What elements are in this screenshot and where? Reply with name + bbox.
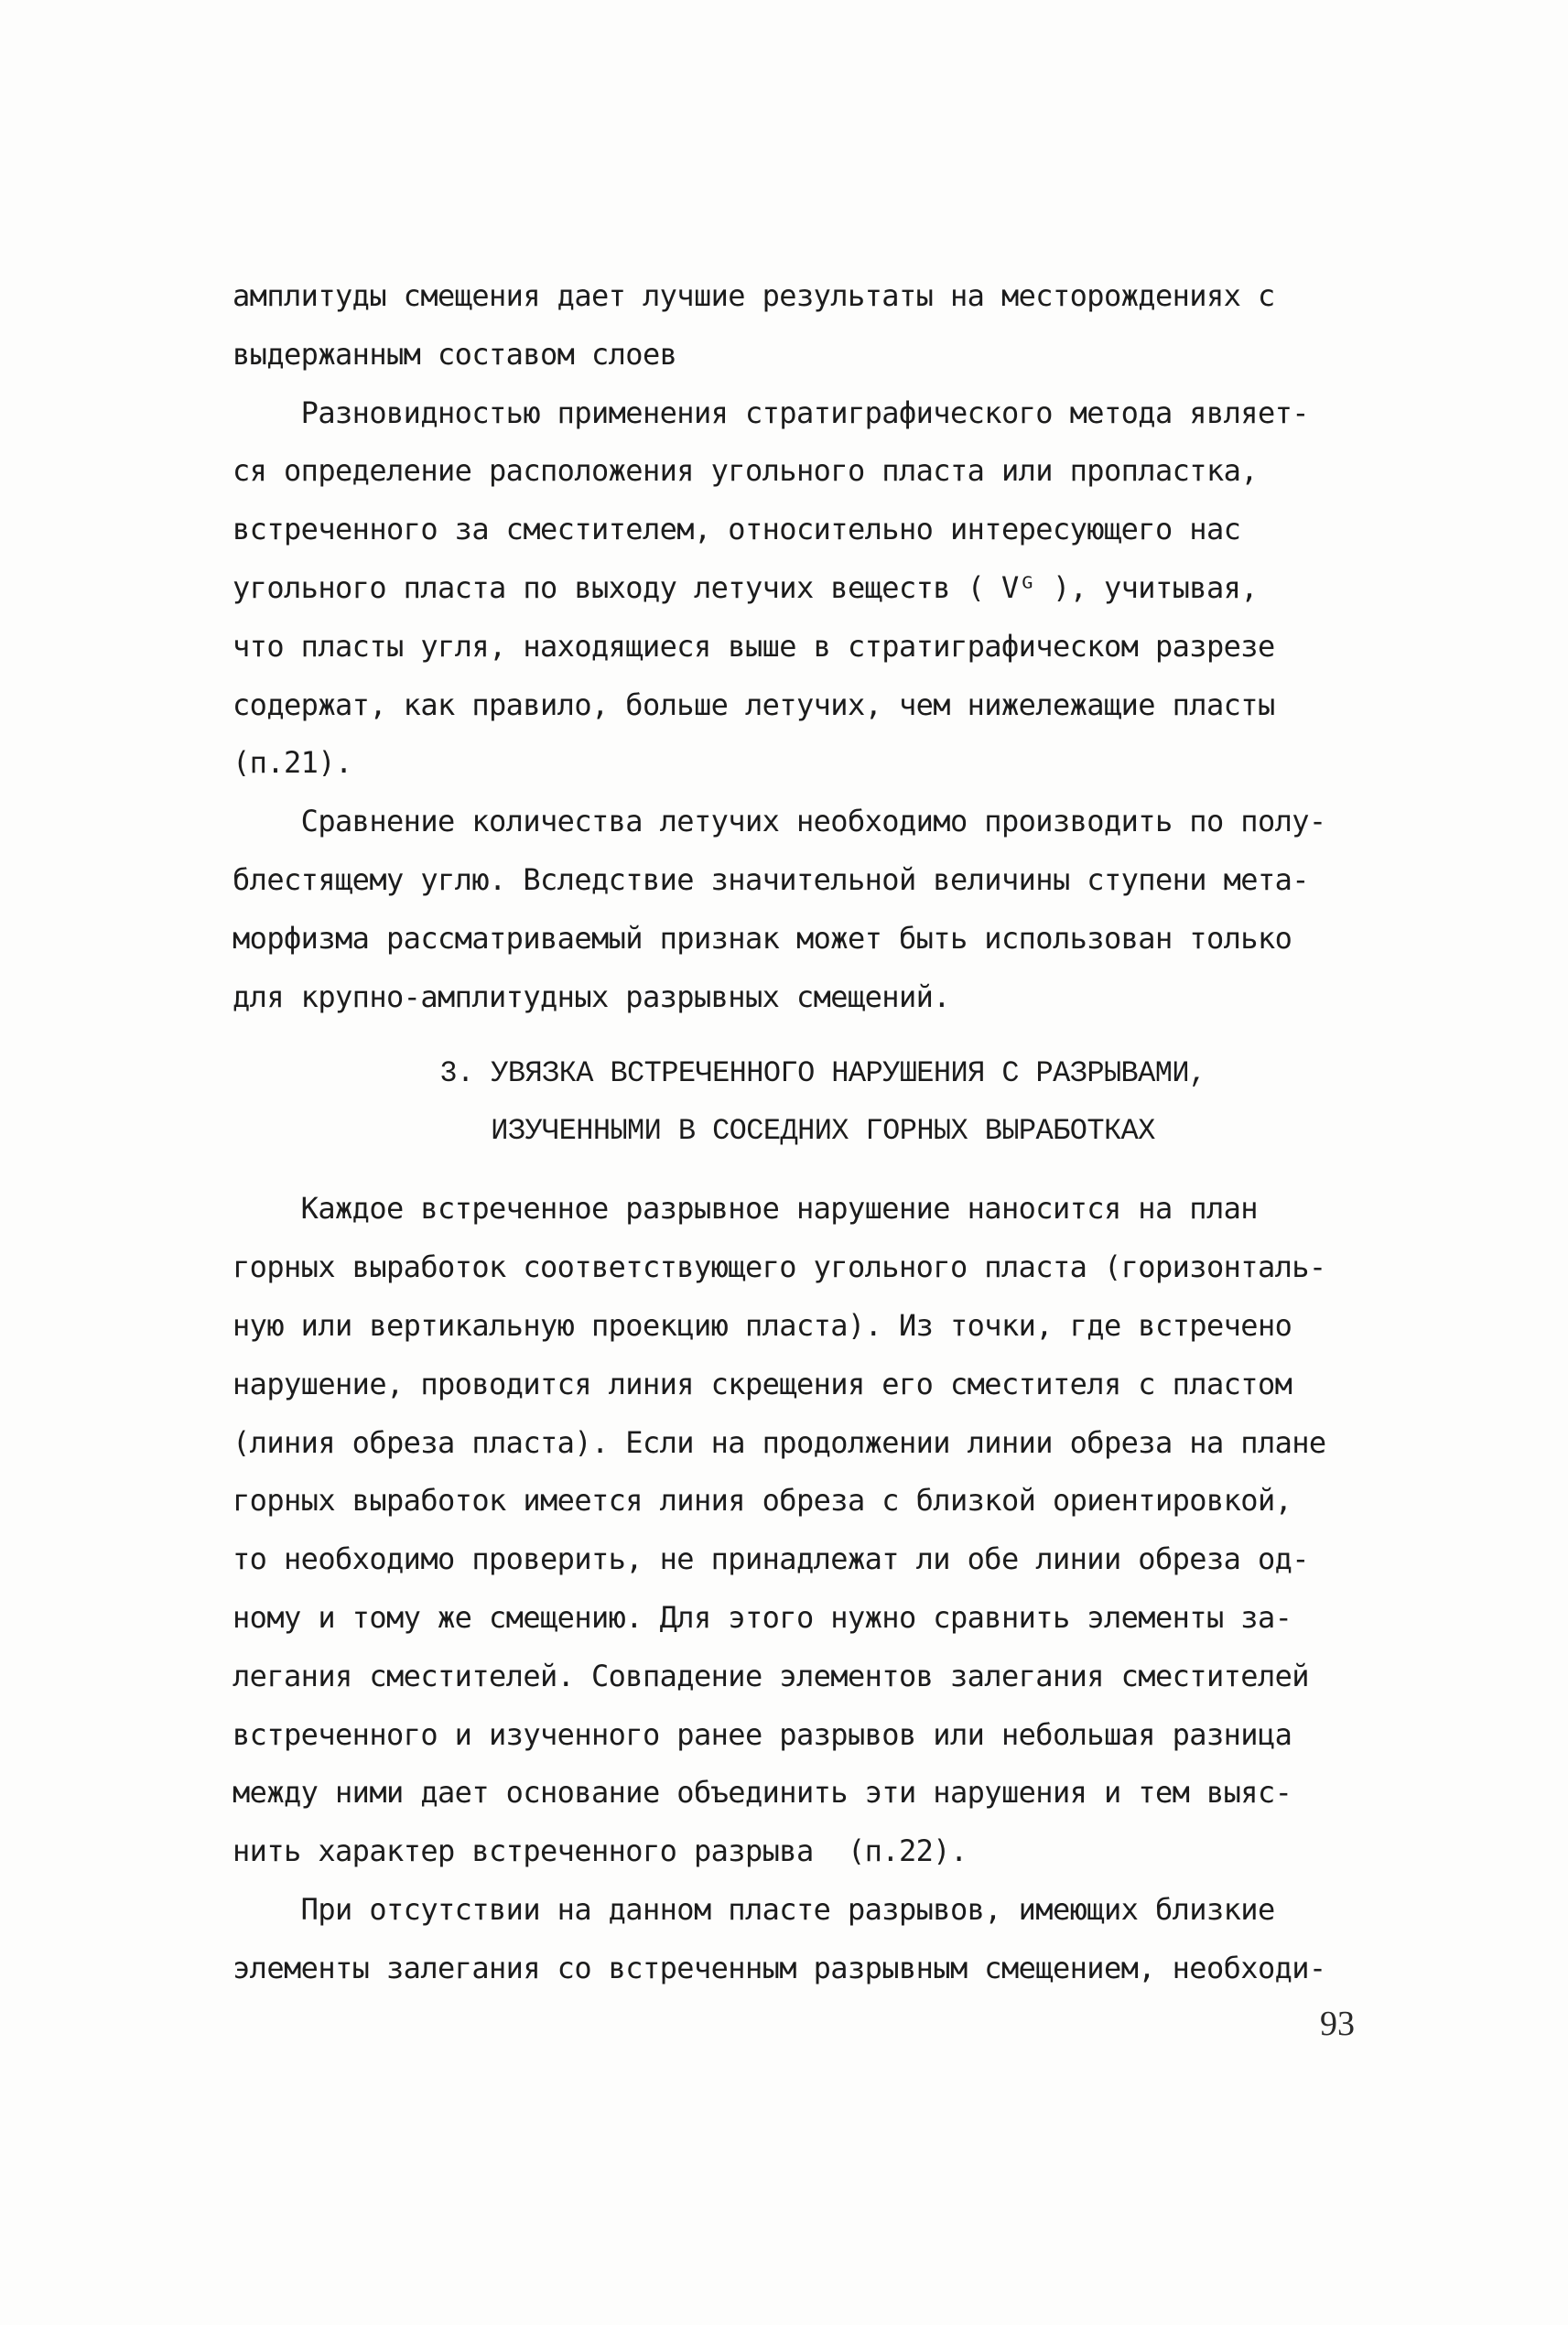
- text-line: нить характер встреченного разрыва (п.22).: [232, 1833, 968, 1869]
- text-line: легания сместителей. Совпадение элементов залегания сместителей: [232, 1658, 1309, 1693]
- heading-line: ИЗУЧЕННЫМИ В СОСЕДНИХ ГОРНЫХ ВЫРАБОТКАХ: [491, 1114, 1155, 1149]
- text-line: встреченного и изученного ранее разрывов или небольшая разница: [232, 1716, 1292, 1752]
- paragraph-continuation: [232, 267, 1413, 384]
- text-line: содержат, как правило, больше летучих, чем нижележащие пласты: [232, 687, 1275, 722]
- text-line: для крупно-амплитудных разрывных смещений.: [232, 979, 950, 1014]
- paragraph-volatile-comparison: [232, 793, 1413, 1026]
- text-line: между ними дает основание объединить эти нарушения и тем выяс-: [232, 1775, 1292, 1811]
- text-line: Разновидностью применения стратиграфического метода являет-: [232, 395, 1309, 430]
- text-line: амплитуды смещения дает лучшие результаты на месторождениях с: [232, 278, 1275, 313]
- page-number: 93: [1320, 2005, 1355, 2043]
- text-line: ную или вертикальную проекцию пласта). Из точки, где встречено: [232, 1307, 1292, 1343]
- text-line: горных выработок имеется линия обреза с близкой ориентировкой,: [232, 1483, 1292, 1519]
- text-line: элементы залегания со встреченным разрывным смещением, необходи-: [232, 1950, 1326, 1985]
- text-line: встреченного за сместителем, относительно интересующего нас: [232, 512, 1241, 547]
- text-line: ся определение расположения угольного пласта или пропластка,: [232, 453, 1258, 489]
- paragraph-no-similar-faults: [232, 1881, 1413, 1998]
- text-line: (п.21).: [232, 745, 352, 781]
- text-line: Сравнение количества летучих необходимо производить по полу-: [232, 804, 1326, 839]
- text-line: горных выработок соответствующего угольного пласта (горизонталь-: [232, 1249, 1326, 1285]
- heading-line: 3. УВЯЗКА ВСТРЕЧЕННОГО НАРУШЕНИЯ С РАЗРЫВАМИ,: [439, 1056, 1206, 1091]
- text-line: блестящему углю. Вследствие значительной величины ступени мета-: [232, 861, 1309, 897]
- text-line: При отсутствии на данном пласте разрывов, имеющих близкие: [232, 1891, 1275, 1927]
- paragraph-stratigraphic-method: [232, 384, 1413, 794]
- paragraph-fault-linking: [232, 1180, 1413, 1881]
- text-line: выдержанным составом слоев: [232, 336, 677, 372]
- spacer: [232, 1160, 1413, 1180]
- text-line: Каждое встреченное разрывное нарушение наносится на план: [232, 1191, 1258, 1227]
- text-line: то необходимо проверить, не принадлежат ли обе линии обреза од-: [232, 1541, 1309, 1577]
- text-line: (линия обреза пласта). Если на продолжении линии обреза на плане: [232, 1424, 1326, 1460]
- text-line: угольного пласта по выходу летучих веществ ( Vᴳ ), учитывая,: [232, 569, 1258, 605]
- spacer: [232, 1026, 1413, 1044]
- section-heading: [232, 1044, 1413, 1160]
- text-line: ному и тому же смещению. Для этого нужно сравнить элементы за-: [232, 1599, 1292, 1635]
- text-line: что пласты угля, находящиеся выше в стратиграфическом разрезе: [232, 628, 1275, 664]
- page-body: [232, 267, 1413, 1998]
- text-line: морфизма рассматриваемый признак может быть использован только: [232, 920, 1292, 956]
- text-line: нарушение, проводится линия скрещения его сместителя с пластом: [232, 1366, 1292, 1401]
